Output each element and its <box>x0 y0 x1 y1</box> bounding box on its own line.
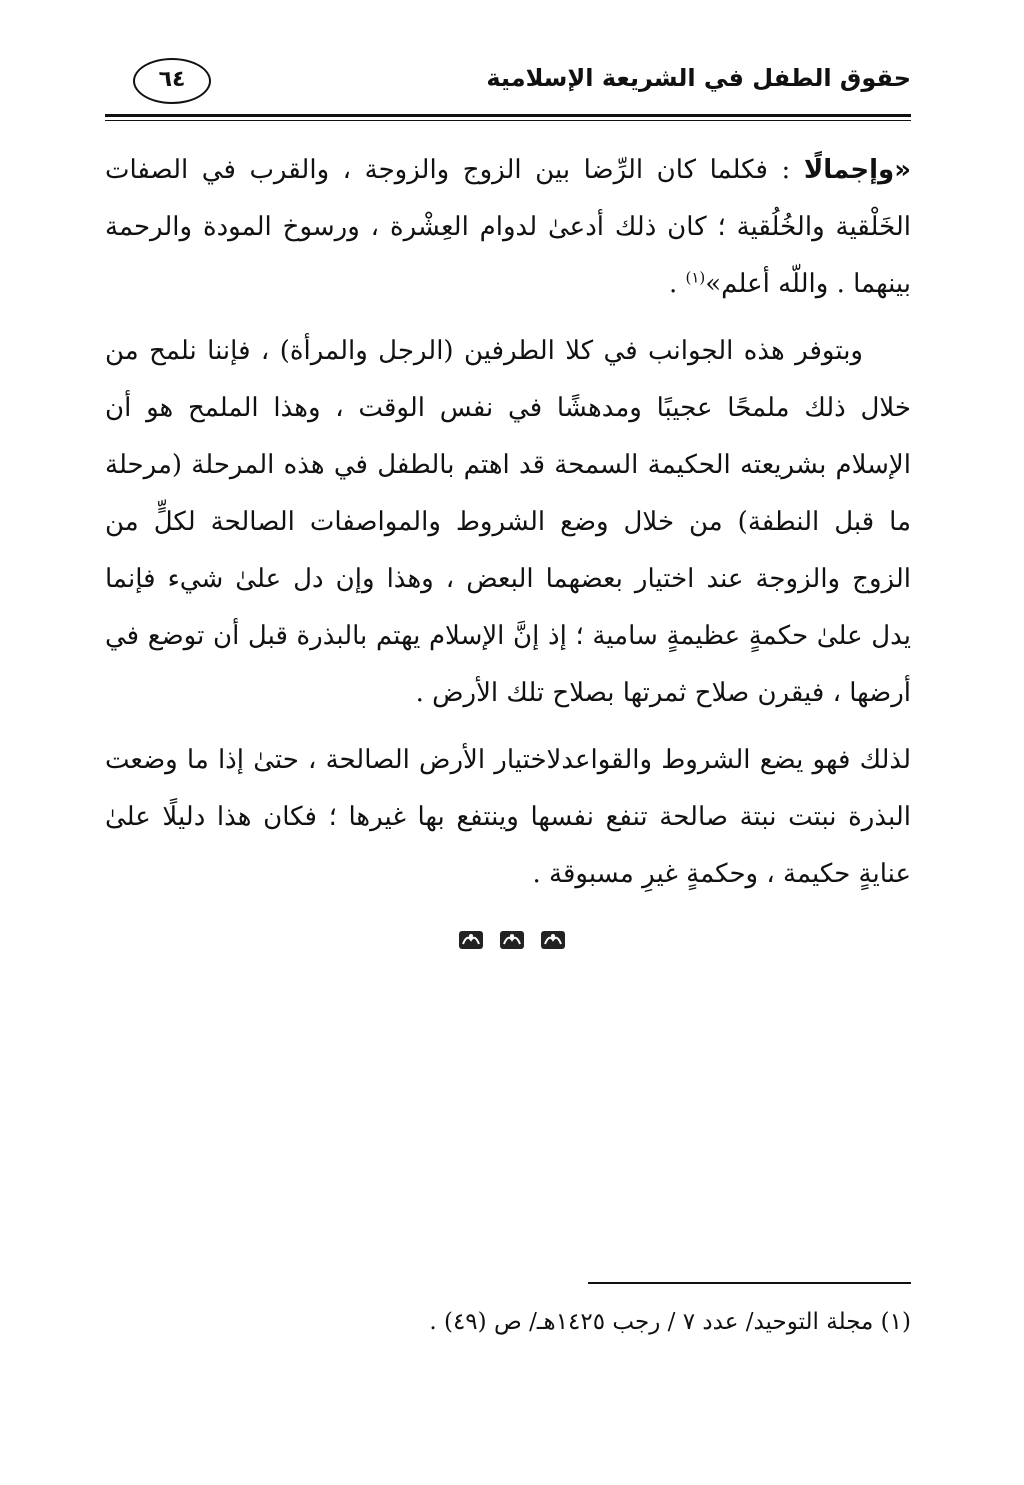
footnote-reference-1[interactable]: (١) <box>685 268 706 287</box>
body-text <box>105 142 911 913</box>
paragraph-1 <box>105 142 911 313</box>
running-title: حقوق الطفل في الشريعة الإسلامية <box>486 64 911 92</box>
floral-ornament-icon <box>498 928 526 952</box>
header-rule-thick <box>105 114 911 117</box>
footnote-1: (١) مجلة التوحيد/ عدد ٧ / رجب ١٤٢٥هـ/ ص (٤٩) . <box>429 1309 911 1335</box>
floral-ornament-icon <box>539 928 567 952</box>
paragraph-1-lead: «وإجمالًا <box>803 155 911 185</box>
paragraph-2: وبتوفر هذه الجوانب في كلا الطرفين (الرجل والمرأة) ، فإننا نلمح من خلال ذلك ملمحًا عجيبًا ومدهشًا في نفس الوقت ، وهذا الملمح هو أن الإسلام بشريعته الحكيمة السمحة قد اهتم بالطفل في هذه المرحلة (مرحلة ما قبل النطفة) من خلال وضع الشروط والمواصفات الصالحة لكلٍّ من الزوج والزوجة عند اختيار بعضهما البعض ، وهذا وإن دل علىٰ شيء فإنما يدل علىٰ حكمةٍ عظيمةٍ سامية ؛ إذ إنَّ الإسلام يهتم بالبذرة قبل أن توضع في أرضها ، فيقرن صلاح ثمرتها بصلاح تلك الأرض . <box>105 336 911 708</box>
floral-ornament-icon <box>457 928 485 952</box>
page-number: ٦٤ <box>133 58 211 104</box>
footnote-separator <box>588 1282 911 1284</box>
paragraph-1-text: : فكلما كان الرِّضا بين الزوج والزوجة ، والقرب في الصفات الخَلْقية والخُلُقية ؛ كان ذلك أدعىٰ لدوام العِشْرة ، ورسوخ المودة والرحمة بينهما . واللّه أعلم» <box>105 155 911 299</box>
paragraph-3: لذلك فهو يضع الشروط والقواعدلاختيار الأرض الصالحة ، حتىٰ إذا ما وضعت البذرة نبتت نبتة صالحة تنفع نفسها وينتفع بها غيرها ؛ فكان هذا دليلًا علىٰ عنايةٍ حكيمة ، وحكمةٍ غيرِ مسبوقة . <box>105 745 911 889</box>
page-header <box>105 52 911 116</box>
header-rule-thin <box>105 120 911 121</box>
paragraph-1-end: . <box>668 269 686 299</box>
section-end-ornament <box>0 928 1024 956</box>
